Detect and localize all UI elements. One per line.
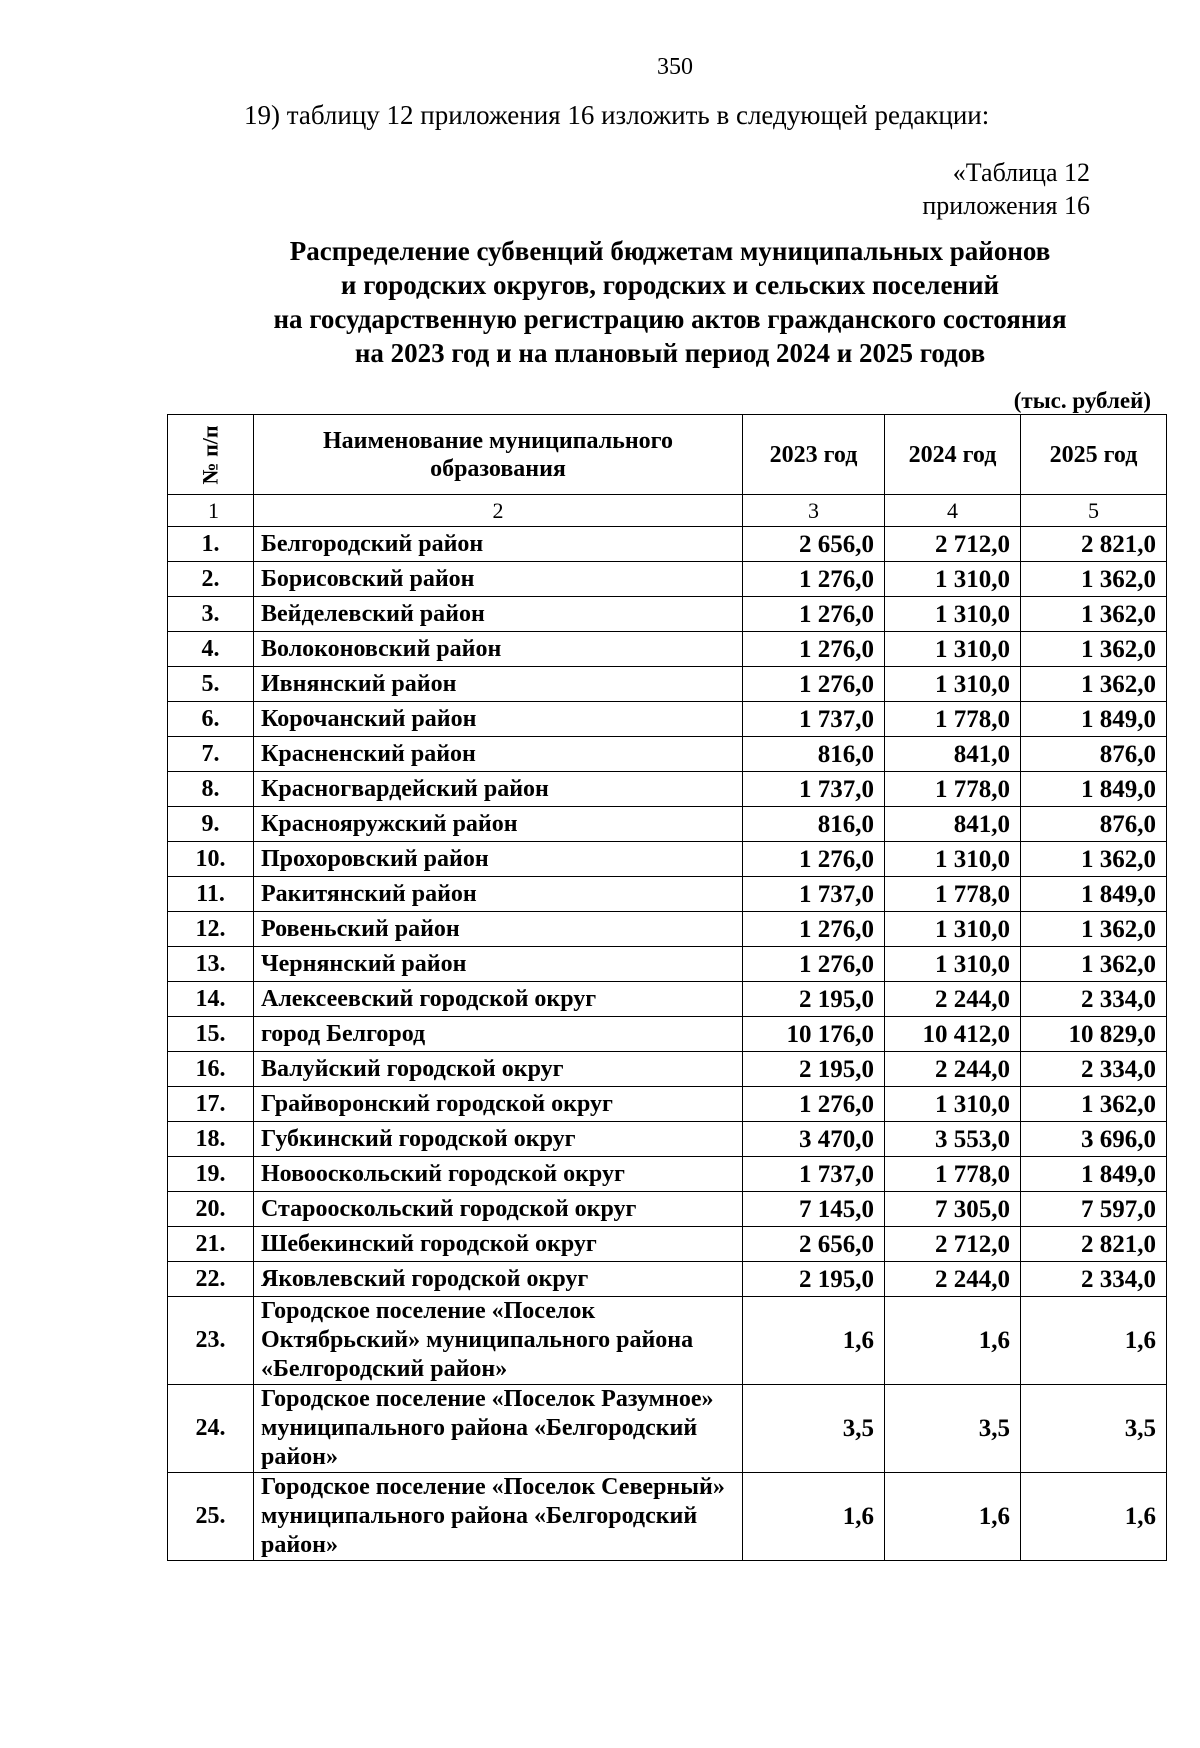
row-value-2025: 2 821,0	[1021, 1227, 1167, 1262]
row-value-2025: 1 362,0	[1021, 667, 1167, 702]
row-value-2023: 1 276,0	[743, 947, 885, 982]
row-value-2024: 2 244,0	[885, 1052, 1021, 1087]
row-number: 18.	[168, 1122, 254, 1157]
row-value-2023: 1 737,0	[743, 702, 885, 737]
row-value-2025: 1 849,0	[1021, 702, 1167, 737]
column-number: 3	[743, 495, 885, 527]
row-number: 12.	[168, 912, 254, 947]
table-row	[168, 702, 1167, 737]
row-value-2023: 1 276,0	[743, 842, 885, 877]
row-value-2023: 816,0	[743, 737, 885, 772]
table-ref-line2: приложения 16	[922, 191, 1090, 220]
row-number: 11.	[168, 877, 254, 912]
row-name: Ивнянский район	[254, 667, 743, 702]
row-name: Волоконовский район	[254, 632, 743, 667]
row-name: Шебекинский городской округ	[254, 1227, 743, 1262]
row-number: 7.	[168, 737, 254, 772]
column-number: 4	[885, 495, 1021, 527]
row-number: 13.	[168, 947, 254, 982]
row-name: Алексеевский городской округ	[254, 982, 743, 1017]
table-row	[168, 772, 1167, 807]
row-value-2023: 2 195,0	[743, 1052, 885, 1087]
title-line2: и городских округов, городских и сельских поселений	[340, 270, 1000, 300]
row-value-2025: 1,6	[1021, 1297, 1167, 1385]
row-name: Городское поселение «Поселок Северный» муниципального района «Белгородский район»	[254, 1473, 743, 1561]
row-value-2024: 2 712,0	[885, 1227, 1021, 1262]
row-value-2024: 1 778,0	[885, 772, 1021, 807]
row-value-2023: 2 656,0	[743, 527, 885, 562]
row-name: Красненский район	[254, 737, 743, 772]
table-row	[168, 632, 1167, 667]
row-value-2023: 1 737,0	[743, 877, 885, 912]
table-row	[168, 1227, 1167, 1262]
row-value-2024: 10 412,0	[885, 1017, 1021, 1052]
table-ref-line1: «Таблица 12	[952, 158, 1090, 187]
row-value-2023: 2 656,0	[743, 1227, 885, 1262]
row-name: Красногвардейский район	[254, 772, 743, 807]
row-value-2025: 3 696,0	[1021, 1122, 1167, 1157]
header-2023: 2023 год	[743, 415, 885, 495]
row-value-2023: 1 276,0	[743, 912, 885, 947]
row-value-2025: 1 362,0	[1021, 912, 1167, 947]
row-value-2023: 3 470,0	[743, 1122, 885, 1157]
row-value-2023: 1 737,0	[743, 1157, 885, 1192]
row-number: 2.	[168, 562, 254, 597]
row-value-2024: 1 310,0	[885, 912, 1021, 947]
table-row	[168, 562, 1167, 597]
row-number: 4.	[168, 632, 254, 667]
row-value-2025: 1 849,0	[1021, 877, 1167, 912]
row-value-2023: 10 176,0	[743, 1017, 885, 1052]
row-value-2023: 1 276,0	[743, 597, 885, 632]
row-name: Старооскольский городской округ	[254, 1192, 743, 1227]
row-number: 1.	[168, 527, 254, 562]
row-number: 10.	[168, 842, 254, 877]
table-reference	[922, 156, 1090, 222]
table-row	[168, 947, 1167, 982]
table-row	[168, 1052, 1167, 1087]
table-row	[168, 1262, 1167, 1297]
row-value-2023: 1 276,0	[743, 632, 885, 667]
row-value-2025: 1 362,0	[1021, 947, 1167, 982]
table-row	[168, 1192, 1167, 1227]
title-line1: Распределение субвенций бюджетам муниципальных районов	[289, 236, 1051, 266]
row-value-2025: 7 597,0	[1021, 1192, 1167, 1227]
row-number: 9.	[168, 807, 254, 842]
row-value-2025: 1 362,0	[1021, 562, 1167, 597]
header-name: Наименование муниципального образования	[254, 415, 743, 495]
row-value-2024: 7 305,0	[885, 1192, 1021, 1227]
row-value-2025: 876,0	[1021, 737, 1167, 772]
row-number: 15.	[168, 1017, 254, 1052]
table-row	[168, 527, 1167, 562]
intro-text: 19) таблицу 12 приложения 16 изложить в следующей редакции:	[244, 100, 990, 130]
row-value-2024: 1 310,0	[885, 562, 1021, 597]
row-value-2023: 2 195,0	[743, 982, 885, 1017]
table-row	[168, 1297, 1167, 1385]
table-row	[168, 1473, 1167, 1561]
table-row	[168, 1087, 1167, 1122]
row-value-2024: 1 778,0	[885, 702, 1021, 737]
row-number: 3.	[168, 597, 254, 632]
row-value-2024: 3,5	[885, 1385, 1021, 1473]
row-name: Новооскольский городской округ	[254, 1157, 743, 1192]
row-value-2024: 841,0	[885, 807, 1021, 842]
row-value-2023: 1 276,0	[743, 667, 885, 702]
row-name: Грайворонский городской округ	[254, 1087, 743, 1122]
row-value-2025: 1 362,0	[1021, 632, 1167, 667]
header-2024: 2024 год	[885, 415, 1021, 495]
row-value-2024: 1,6	[885, 1297, 1021, 1385]
title-line3: на государственную регистрацию актов гражданского состояния	[273, 304, 1067, 334]
row-name: Вейделевский район	[254, 597, 743, 632]
column-number: 5	[1021, 495, 1167, 527]
row-value-2024: 2 244,0	[885, 982, 1021, 1017]
row-name: Валуйский городской округ	[254, 1052, 743, 1087]
row-value-2024: 1 778,0	[885, 1157, 1021, 1192]
page-number: 350	[657, 54, 693, 80]
row-name: Борисовский район	[254, 562, 743, 597]
row-value-2023: 1 737,0	[743, 772, 885, 807]
row-value-2025: 876,0	[1021, 807, 1167, 842]
column-number: 1	[168, 495, 254, 527]
row-number: 23.	[168, 1297, 254, 1385]
subvention-table	[167, 414, 1167, 1561]
column-number-row	[168, 495, 1167, 527]
row-number: 20.	[168, 1192, 254, 1227]
row-name: Городское поселение «Поселок Разумное» муниципального района «Белгородский район»	[254, 1385, 743, 1473]
header-2025: 2025 год	[1021, 415, 1167, 495]
table-row	[168, 982, 1167, 1017]
row-number: 21.	[168, 1227, 254, 1262]
row-value-2024: 1,6	[885, 1473, 1021, 1561]
row-name: Ракитянский район	[254, 877, 743, 912]
row-value-2025: 1 362,0	[1021, 842, 1167, 877]
table-row	[168, 877, 1167, 912]
row-value-2024: 841,0	[885, 737, 1021, 772]
row-number: 16.	[168, 1052, 254, 1087]
row-name: город Белгород	[254, 1017, 743, 1052]
table-row	[168, 597, 1167, 632]
row-name: Яковлевский городской округ	[254, 1262, 743, 1297]
table-row	[168, 807, 1167, 842]
title-line4: на 2023 год и на плановый период 2024 и 2025 годов	[354, 338, 986, 368]
row-name: Городское поселение «Поселок Октябрьский» муниципального района «Белгородский район»	[254, 1297, 743, 1385]
row-value-2024: 1 778,0	[885, 877, 1021, 912]
row-name: Корочанский район	[254, 702, 743, 737]
row-name: Белгородский район	[254, 527, 743, 562]
row-name: Губкинский городской округ	[254, 1122, 743, 1157]
row-value-2023: 7 145,0	[743, 1192, 885, 1227]
document-title	[200, 234, 1140, 370]
row-value-2023: 1 276,0	[743, 562, 885, 597]
row-number: 24.	[168, 1385, 254, 1473]
row-value-2023: 2 195,0	[743, 1262, 885, 1297]
table-row	[168, 1157, 1167, 1192]
header-number	[168, 415, 254, 495]
row-value-2024: 2 712,0	[885, 527, 1021, 562]
row-number: 5.	[168, 667, 254, 702]
row-value-2025: 1 849,0	[1021, 772, 1167, 807]
header-number-text: № п/п	[197, 424, 223, 485]
row-value-2025: 1 362,0	[1021, 1087, 1167, 1122]
row-value-2025: 2 334,0	[1021, 1052, 1167, 1087]
row-value-2023: 1 276,0	[743, 1087, 885, 1122]
row-number: 6.	[168, 702, 254, 737]
row-value-2025: 2 821,0	[1021, 527, 1167, 562]
row-value-2024: 1 310,0	[885, 947, 1021, 982]
row-name: Краснояружский район	[254, 807, 743, 842]
row-number: 19.	[168, 1157, 254, 1192]
row-number: 25.	[168, 1473, 254, 1561]
table-row	[168, 1017, 1167, 1052]
table-row	[168, 912, 1167, 947]
table-header-row	[168, 415, 1167, 495]
table-row	[168, 667, 1167, 702]
row-value-2025: 3,5	[1021, 1385, 1167, 1473]
row-value-2025: 1,6	[1021, 1473, 1167, 1561]
row-value-2024: 1 310,0	[885, 597, 1021, 632]
row-value-2023: 3,5	[743, 1385, 885, 1473]
row-value-2023: 816,0	[743, 807, 885, 842]
column-number: 2	[254, 495, 743, 527]
row-value-2025: 2 334,0	[1021, 982, 1167, 1017]
table-row	[168, 842, 1167, 877]
row-value-2024: 2 244,0	[885, 1262, 1021, 1297]
table-body	[168, 527, 1167, 1561]
row-name: Чернянский район	[254, 947, 743, 982]
row-name: Ровеньский район	[254, 912, 743, 947]
row-name: Прохоровский район	[254, 842, 743, 877]
row-number: 8.	[168, 772, 254, 807]
row-value-2024: 1 310,0	[885, 1087, 1021, 1122]
row-value-2025: 1 849,0	[1021, 1157, 1167, 1192]
row-value-2025: 2 334,0	[1021, 1262, 1167, 1297]
row-value-2023: 1,6	[743, 1297, 885, 1385]
row-value-2024: 1 310,0	[885, 632, 1021, 667]
row-number: 17.	[168, 1087, 254, 1122]
row-value-2025: 10 829,0	[1021, 1017, 1167, 1052]
table-row	[168, 1122, 1167, 1157]
row-number: 14.	[168, 982, 254, 1017]
row-value-2024: 1 310,0	[885, 667, 1021, 702]
row-value-2024: 1 310,0	[885, 842, 1021, 877]
row-number: 22.	[168, 1262, 254, 1297]
row-value-2025: 1 362,0	[1021, 597, 1167, 632]
table-row	[168, 1385, 1167, 1473]
unit-label: (тыс. рублей)	[1013, 388, 1151, 413]
table-row	[168, 737, 1167, 772]
row-value-2024: 3 553,0	[885, 1122, 1021, 1157]
row-value-2023: 1,6	[743, 1473, 885, 1561]
